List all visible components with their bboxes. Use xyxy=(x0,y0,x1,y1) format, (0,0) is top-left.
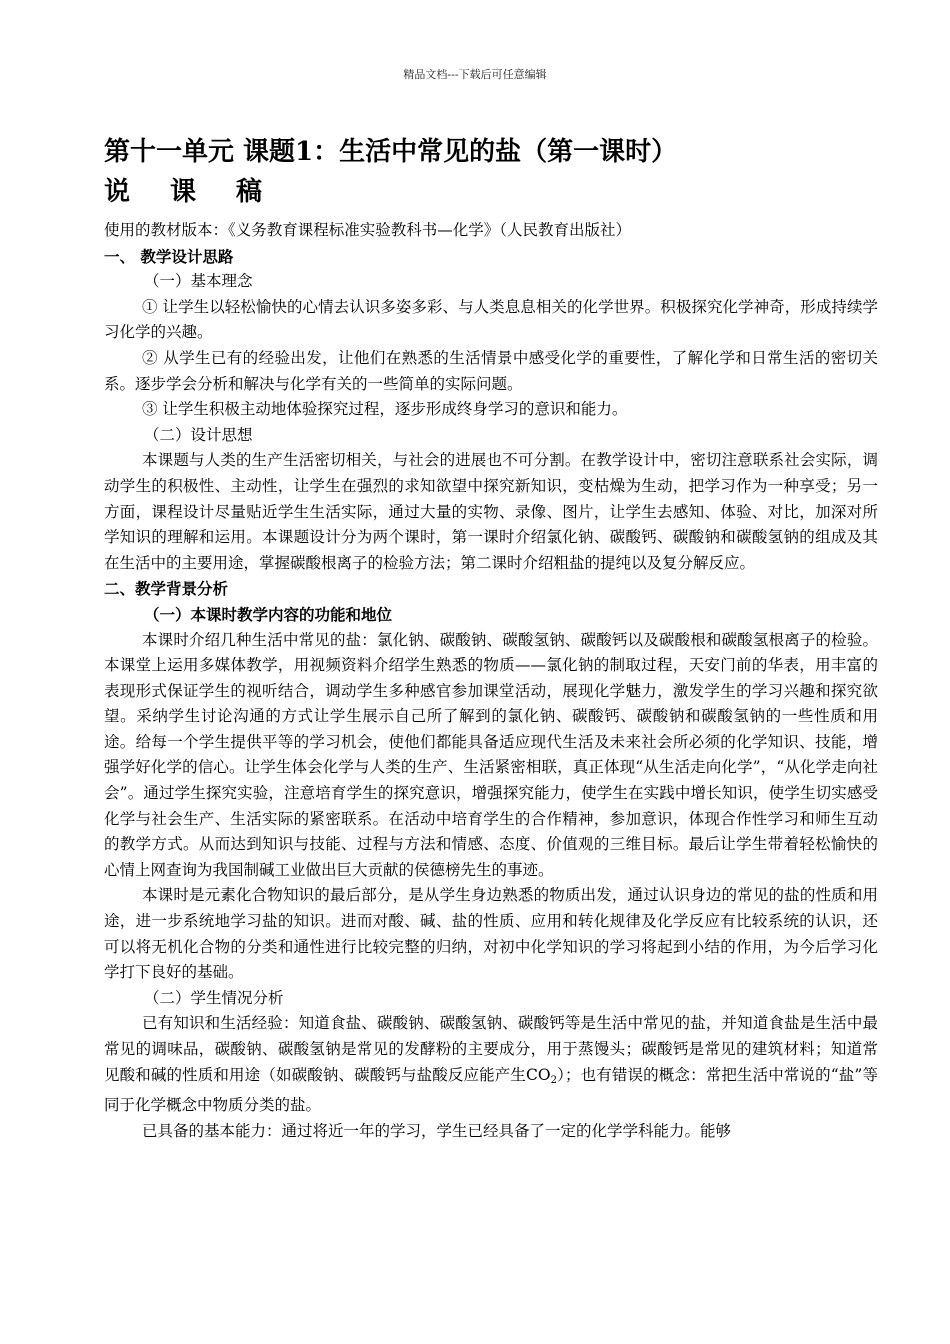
paragraph: ② 从学生已有的经验出发，让他们在熟悉的生活情景中感受化学的重要性，了解化学和日常生活的密切关系。逐步学会分析和解决与化学有关的一些简单的实际问题。 xyxy=(104,348,878,393)
section-1-sub-1: （一）基本理念 xyxy=(144,272,253,291)
paragraph-text: 已有知识和生活经验：知道食盐、碳酸钠、碳酸氢钠、碳酸钙等是生活中常见的盐，并知道食盐是生活中最常见的调味品，碳酸钠、碳酸氢钠是常见的发酵粉的主要成分，用于蒸馒头；碳酸钙是常见的建筑材料；知道常见酸和碱的性质和用途（如碳酸钠、碳酸钙与盐酸反应能产生CO xyxy=(104,1014,878,1084)
section-1-sub-2: （二）设计思想 xyxy=(144,425,253,444)
section-1-heading: 一、 教学设计思路 xyxy=(104,246,234,266)
paragraph: ① 让学生以轻松愉快的心情去认识多姿多彩、与人类息息相关的化学世界。积极探究化学神奇，形成持续学习化学的兴趣。 xyxy=(104,297,878,342)
paragraph: 本课题与人类的生产生活密切相关，与社会的进展也不可分割。在教学设计中，密切注意联系社会实际，调动学生的积极性、主动性，让学生在强烈的求知欲望中探究新知识，变枯燥为生动，把学习作为一种享受；另一方面，课程设计尽量贴近学生生活实际，通过大量的实物、录像、图片，让学生去感知、体验、对比，加深对所学知识的理解和运用。本课题设计分为两个课时，第一课时介绍氯化钠、碳酸钙、碳酸钠和碳酸氢钠的组成及其在生活中的主要用途，掌握碳酸根离子的检验方法；第二课时介绍粗盐的提纯以及复分解反应。 xyxy=(104,451,878,572)
document-title: 第十一单元 课题1：生活中常见的盐（第一课时） xyxy=(104,137,678,167)
paragraph: ③ 让学生积极主动地体验探究过程，逐步形成终身学习的意识和能力。 xyxy=(142,400,628,419)
header-note: 精品文档---下载后可任意编辑 xyxy=(403,68,547,81)
paragraph: 已具备的基本能力：通过将近一年的学习，学生已经具备了一定的化学学科能力。能够 xyxy=(142,1121,732,1140)
paragraph-text: ）；也有错误的概念：常把生活中常说的“盐”等同于化学概念中物质分类的盐。 xyxy=(104,1065,878,1115)
paragraph: 本课时是元素化合物知识的最后部分，是从学生身边熟悉的物质出发，通过认识身边的常见的盐的性质和用途，进一步系统地学习盐的知识。进而对酸、碱、盐的性质、应用和转化规律及化学反应有比较系统的认识，还可以将无机化合物的分类和通性进行比较完整的归纳，对初中化学知识的学习将起到小结的作用，为今后学习化学打下良好的基础。 xyxy=(104,886,878,982)
paragraph xyxy=(104,1011,878,1118)
paragraph: 本课时介绍几种生活中常见的盐：氯化钠、碳酸钠、碳酸氢钠、碳酸钙以及碳酸根和碳酸氢根离子的检验。本课堂上运用多媒体教学，用视频资料介绍学生熟悉的物质——氯化钠的制取过程，天安门前的华表，用丰富的表现形式保证学生的视听结合，调动学生多种感官参加课堂活动，展现化学魅力，激发学生的学习兴趣和探究欲望。采纳学生讨论沟通的方式让学生展示自己所了解到的氯化钠、碳酸钙、碳酸钠和碳酸氢钠的一些性质和用途。给每一个学生提供平等的学习机会，使他们都能具备适应现代生活及未来社会所必须的化学知识、技能，增强学好化学的信心。让学生体会化学与人类的生产、生活紧密相联，真正体现“从生活走向化学”，“从化学走向社会”。通过学生探究实验，注意培育学生的探究意识，增强探究能力，使学生在实践中增长知识，使学生切实感受化学与社会生产、生活实际的紧密联系。在活动中培育学生的合作精神，参加意识，体现合作性学习和师生互动的教学方式。从而达到知识与技能、过程与方法和情感、态度、价值观的三维目标。最后让学生带着轻松愉快的心情上网查询为我国制碱工业做出巨大贡献的侯德榜先生的事迹。 xyxy=(104,630,878,879)
section-2-sub-2: （二）学生情况分析 xyxy=(144,988,284,1007)
section-2-heading: 二、教学背景分析 xyxy=(104,579,229,599)
document-subtitle: 说课稿 xyxy=(104,177,303,207)
edition-line: 使用的教材版本：《义务教育课程标准实验教科书—化学》（人民教育出版社） xyxy=(104,221,632,239)
document-body xyxy=(104,134,878,1144)
body-text xyxy=(104,218,878,1144)
section-2-sub-1: （一）本课时教学内容的功能和地位 xyxy=(144,604,393,624)
subscript: 2 xyxy=(550,1074,557,1086)
